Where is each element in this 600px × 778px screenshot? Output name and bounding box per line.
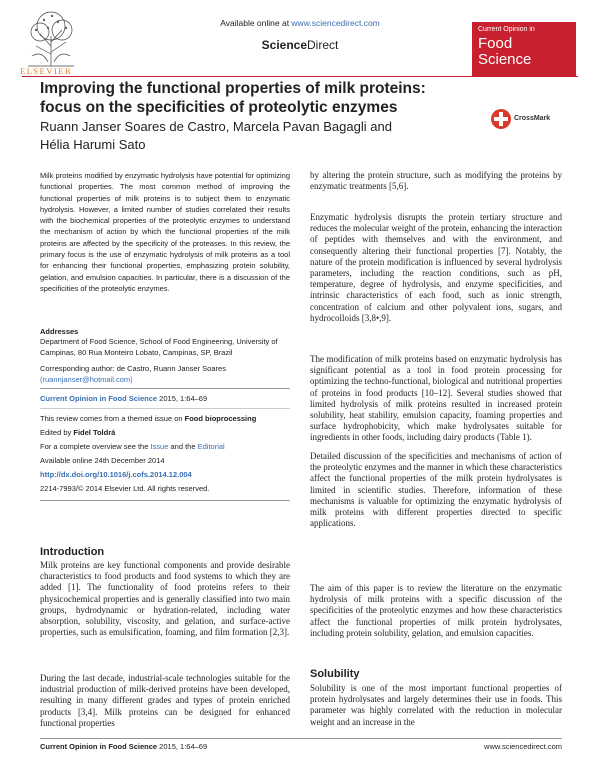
journal-big-label-2: Science (478, 51, 532, 68)
body-paragraph-2: Enzymatic hydrolysis disrupts the protein tertiary structure and reduces the molecular weight of the protein, enhancing the interaction of peptides with themselves and with the environment, and consequently altering their functional properties [7]. Notably, the nature of the protein modification is influenced by several hydrolysis parameters, including the reaction conditions, such as pH, temperature, degree of hydrolysis, and enzyme specificities, and intrinsic characteristics of each food, such as ionic strength, concentration of calcium and other polyvalent ions, sugars, and hydrocolloids [3,8•,9]. (310, 212, 562, 323)
title-line-1: Improving the functional properties of milk proteins: (40, 80, 426, 97)
overview-line (40, 442, 290, 451)
sciencedirect-link[interactable]: www.sciencedirect.com (291, 18, 380, 28)
address-line-1: Department of Food Science, School of Food Engineering, University of (40, 337, 278, 346)
overview-prefix: For a complete overview see the (40, 442, 151, 451)
footer-rule (40, 738, 562, 739)
introduction-paragraph-2: During the last decade, industrial-scale technologies suitable for the industrial production of milk-derived proteins have been developed, resulting in many different grades and types of protein enriched products [3,4]. Milk proteins can be designed for enhanced functional properties (40, 673, 290, 728)
footer-journal-bold: Current Opinion in Food Science (40, 742, 158, 751)
info-rule-bottom (40, 500, 290, 501)
themed-bold: Food bioprocessing (184, 414, 257, 423)
body-paragraph-5: The aim of this paper is to review the literature on the enzymatic hydrolysis of milk proteins with a specific discussion of the specificities of the proteolytic enzymes and how these characteristics affect the functional properties of milk protein hydrolysates, including protein solubility, gelation, and emulsion capacities. (310, 583, 562, 638)
corresponding-author (40, 364, 290, 385)
info-rule-top (40, 388, 290, 389)
introduction-paragraph-1: Milk proteins are key functional components and provide desirable characteristics to food products and food systems to which they are added [1]. The functionality of food proteins refers to their physicochemical properties and is generally classified into two main groups, hydrodynamic or hydration-related, including water absorption, solubility, viscosity, and gelation, and surface-active properties, such as emulsification, foaming, and film formation [2,3]. (40, 560, 290, 638)
footer-website[interactable]: www.sciencedirect.com (484, 742, 562, 751)
crossmark-label: CrossMark (514, 115, 551, 122)
body-paragraph-4: Detailed discussion of the specificities and mechanisms of action of the proteolytic enzymes and the manner in which these characteristics affect the functional properties of the milk protein hydrolysates is limited in scientific studies. Therefore, information of these mechanisms is valuable for optimizing the enzymatic hydrolysis of milk proteins with different properties directed to specific applications. (310, 451, 562, 529)
corresponding-email-link[interactable]: (ruannjanser@hotmail.com) (40, 374, 133, 384)
body-paragraph-6: Solubility is one of the most important functional properties of protein hydrolysates and largely determines their use in foods. This parameter was highly correlated with the reduction in molecular weight and an increase in the (310, 683, 562, 727)
edited-by-line (40, 428, 290, 437)
authors-line-1: Ruann Janser Soares de Castro, Marcela Pavan Bagagli and (40, 119, 392, 134)
abstract-text: Milk proteins modified by enzymatic hydrolysis have potential for optimizing functional properties. The most common method of improving the functional properties of milk proteins is to subject them to enzymatic hydrolysis. However, a limited number of studies correlated their results with the biochemical properties of the proteolytic enzymes to understand the mechanism of action by which the functional properties of the milk proteins are affected by the specificity of the proteases. In this review, the primary focus is the use of enzymatic hydrolysis of milk proteins as a tool for enhancing their functional properties, emphasizing protein solubility, gelation, and emulsion capacities. In particular, there is a discussion of the specificities of the proteolytic enzymes. (40, 171, 290, 293)
article-title (40, 79, 480, 117)
body-paragraph-3: The modification of milk proteins based on enzymatic hydrolysis has significant potential as a tool in food protein processing for optimizing the techno-functional, biological and nutritional properties of proteins in food products [10–12]. Several studies showed that limited hydrolysis of milk proteins resulted in increased protein solubility, heat stability, emulsion capacity, foaming properties and surface hydrophobicity, which make hydrolysates suitable for ingredients in other foods, including dairy products (Table 1). (310, 354, 562, 443)
edited-bold: Fidel Toldrá (73, 428, 116, 437)
themed-issue-line (40, 414, 290, 423)
corresponding-line-1: Corresponding author: de Castro, Ruann Janser Soares (40, 364, 226, 373)
authors-line-2: Hélia Harumi Sato (40, 136, 146, 152)
crossmark-icon[interactable] (490, 108, 512, 130)
addresses-heading: Addresses (40, 327, 79, 336)
themed-prefix: This review comes from a themed issue on (40, 414, 185, 423)
journal-big-label-1: Food (478, 35, 513, 52)
elsevier-tree-logo-icon (22, 6, 80, 68)
footer-journal-ref (40, 742, 207, 751)
journal-ref-bold[interactable]: Current Opinion in Food Science (40, 394, 158, 403)
journal-reference (40, 394, 290, 403)
copyright-line: 2214-7993/© 2014 Elsevier Ltd. All rights reserved. (40, 484, 210, 493)
editorial-link[interactable]: Editorial (197, 442, 225, 451)
header-rule (22, 76, 578, 77)
body-paragraph-1: by altering the protein structure, such as modifying the proteins by enzymatic treatments [5,6]. (310, 170, 562, 192)
title-line-2: focus on the specificities of proteolytic enzymes (40, 99, 398, 116)
journal-cover-badge (472, 22, 576, 76)
info-rule-mid (40, 408, 290, 409)
edited-prefix: Edited by (40, 428, 74, 437)
journal-small-label: Current Opinion in (478, 26, 535, 33)
footer-journal-rest: 2015, 1:64–69 (157, 742, 208, 751)
introduction-heading: Introduction (40, 546, 105, 558)
elsevier-wordmark: ELSEVIER (20, 66, 73, 76)
doi-link[interactable]: http://dx.doi.org/10.1016/j.cofs.2014.12.004 (40, 470, 192, 479)
journal-ref-rest: 2015, 1:64–69 (157, 394, 208, 403)
available-prefix: Available online at (220, 18, 292, 28)
solubility-heading: Solubility (310, 668, 360, 680)
issue-link[interactable]: Issue (150, 442, 169, 451)
available-online-date: Available online 24th December 2014 (40, 456, 165, 465)
article-authors (40, 118, 460, 153)
sd-rest: Direct (307, 38, 339, 52)
overview-and: and the (168, 442, 198, 451)
sd-bold: Science (261, 38, 308, 52)
addresses-text (40, 337, 290, 358)
address-line-2: Campinas, 80 Rua Monteiro Lobato, Campinas, SP, Brazil (40, 347, 233, 357)
